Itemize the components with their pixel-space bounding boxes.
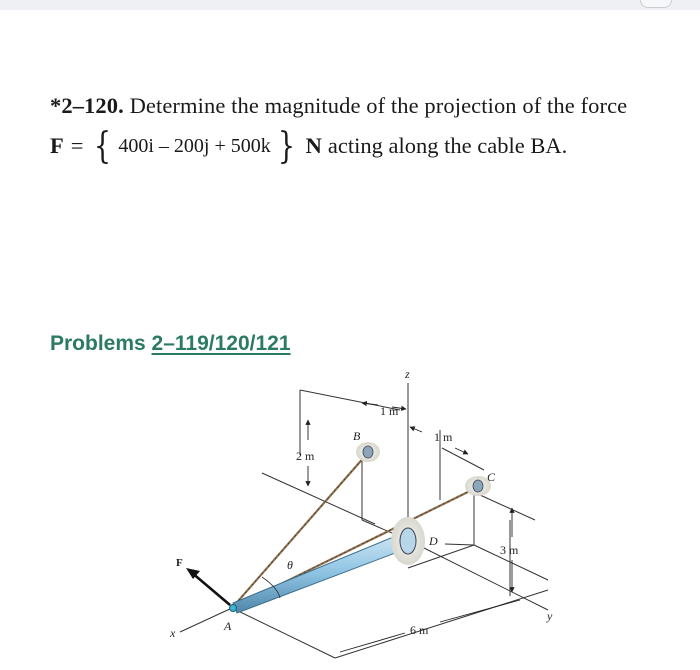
equals-sign: = — [70, 133, 84, 158]
label-F: F — [176, 557, 183, 569]
problem-number: *2–120. — [50, 93, 124, 118]
brace-close: } — [277, 126, 295, 167]
label-A: A — [224, 619, 232, 633]
label-3m: 3 m — [500, 543, 519, 557]
dim-6m-line — [440, 600, 520, 622]
force-components: 400i – 200j + 500k — [118, 135, 271, 157]
dim-1m-right-line — [410, 427, 422, 432]
construction-line — [232, 608, 335, 658]
support-D — [391, 517, 425, 565]
brace-open: { — [94, 126, 112, 167]
label-y: y — [547, 609, 553, 623]
force-symbol: F — [50, 133, 64, 158]
label-D: D — [429, 534, 438, 548]
label-C: C — [487, 470, 496, 484]
label-6m: 6 m — [410, 623, 429, 637]
axes-group — [180, 383, 548, 658]
label-2m: 2 m — [296, 449, 315, 463]
construction-line — [480, 495, 535, 520]
force-unit: N — [305, 133, 322, 158]
pole-AD — [233, 533, 411, 613]
y-axis — [408, 540, 548, 610]
label-x: x — [170, 626, 176, 640]
point-A-joint — [230, 605, 237, 612]
support-B — [356, 442, 380, 462]
dim-1m-right-line — [455, 448, 468, 454]
problem-text-end: acting along the cable BA. — [327, 133, 568, 158]
force-F-arrow — [191, 572, 230, 605]
problems-link[interactable]: 2–119/120/121 — [151, 332, 291, 355]
label-B: B — [353, 429, 361, 443]
dim-1m-left-line — [362, 403, 378, 405]
label-z: z — [405, 367, 410, 381]
label-1m-right: 1 m — [434, 430, 453, 444]
construction-line — [335, 590, 548, 658]
label-theta: θ — [287, 558, 293, 572]
construction-line — [262, 473, 375, 524]
heading-prefix: Problems — [50, 332, 146, 355]
label-1m-left: 1 m — [380, 404, 399, 418]
cables — [232, 455, 476, 608]
construction-line — [445, 544, 474, 545]
dim-6m-line — [340, 633, 405, 652]
problem-text: Determine the magnitude of the projection of the force — [129, 93, 628, 118]
